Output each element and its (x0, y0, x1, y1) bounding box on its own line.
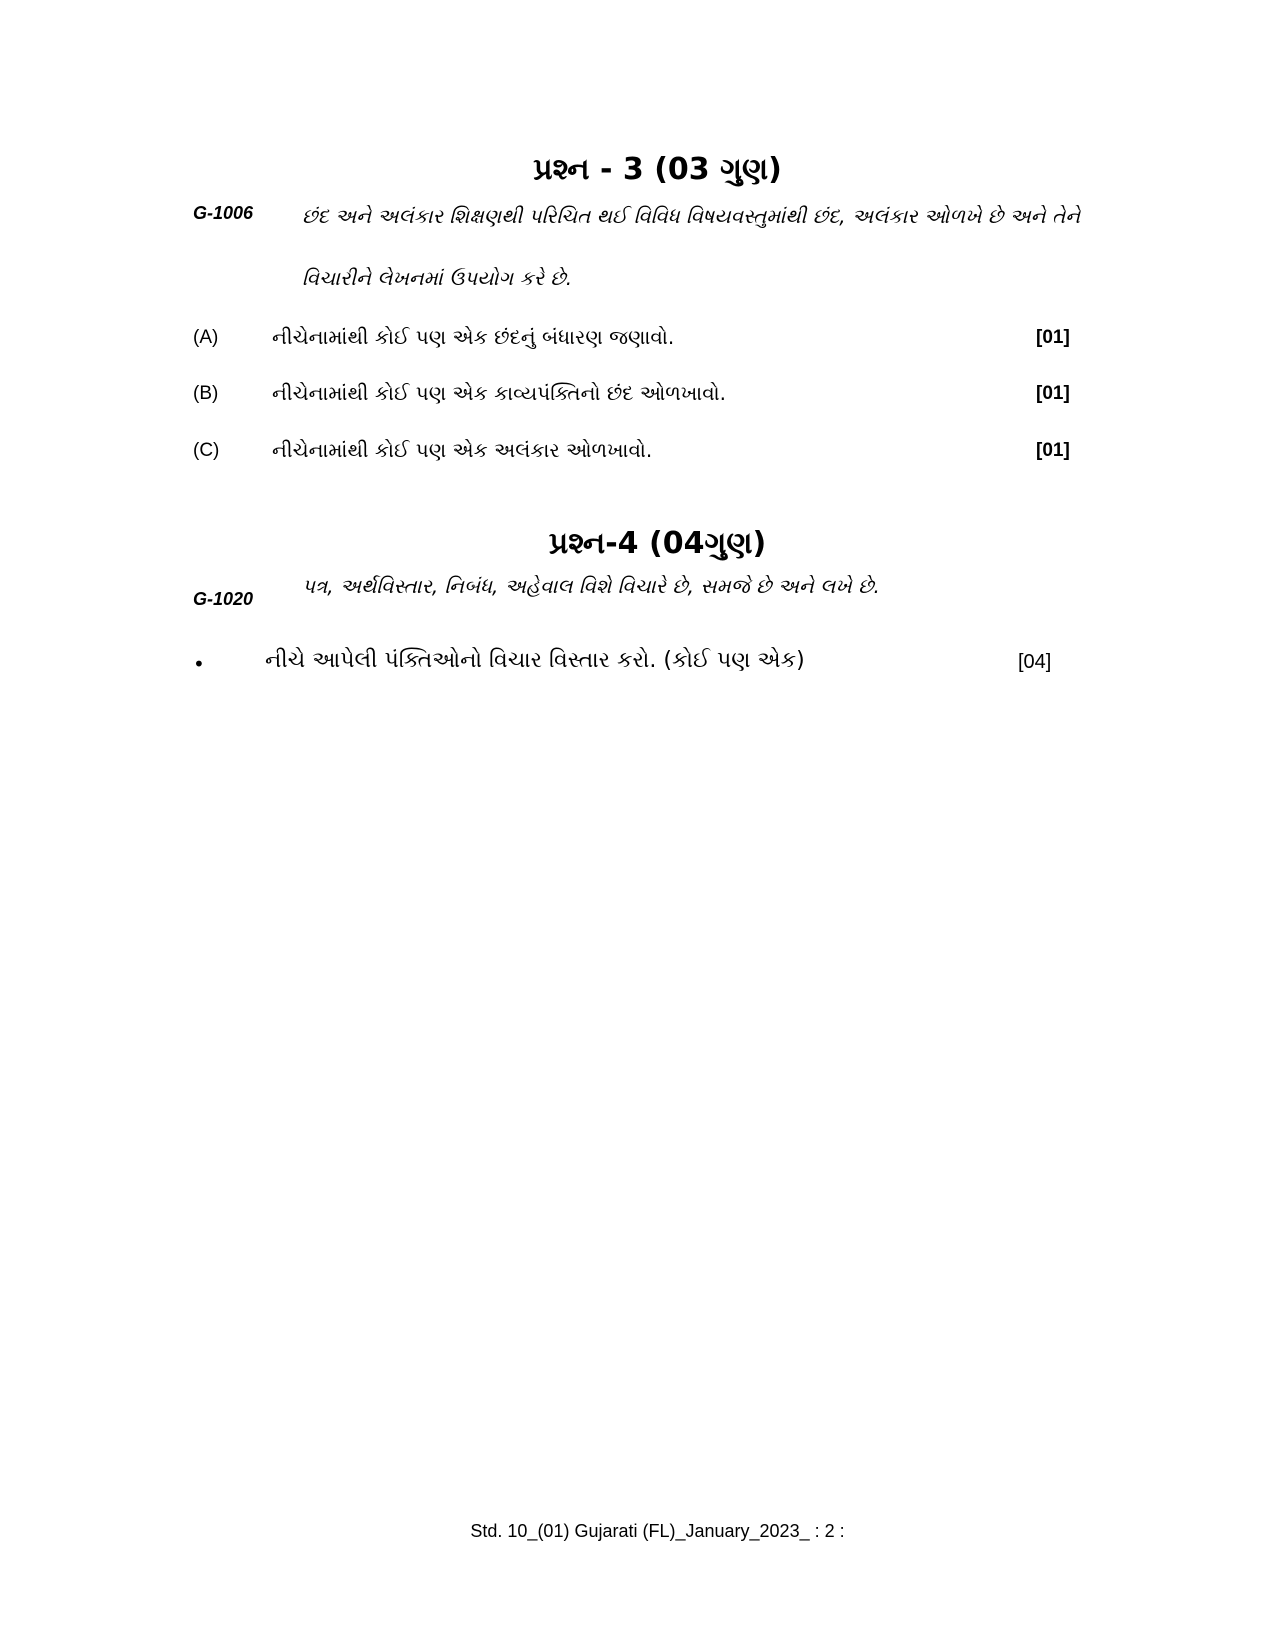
item-marks: [01] (1036, 327, 1070, 348)
page-footer: Std. 10_(01) Gujarati (FL)_January_2023_ : 2 : (470, 1521, 845, 1541)
item-marks: [04] (1018, 651, 1052, 673)
item-text: નીચે આપેલી પંક્તિઓનો વિચાર વિસ્તાર કરો. (કોઈ પણ એક) (265, 648, 805, 673)
bullet-icon: • (193, 652, 205, 676)
learning-outcome-text: પત્ર, અર્થવિસ્તાર, નિબંધ, અહેવાલ વિશે વિચારે છે, સમજે છે અને લખે છે. (302, 574, 880, 598)
learning-outcome-code: G-1006 (193, 203, 254, 223)
item-label: (C) (193, 440, 220, 461)
item-text: નીચેનામાંથી કોઈ પણ એક કાવ્યપંક્તિનો છંદ ઓળખાવો. (272, 381, 727, 405)
question-4-heading: પ્રશ્ન-4 (04ગુણ) (548, 526, 767, 561)
learning-outcome-text: છંદ અને અલંકાર શિક્ષણથી પરિચિત થઈ વિવિધ વિષયવસ્તુમાંથી છંદ, અલંકાર ઓળખે છે અને તેને વિચારીને લેખનમાં ઉપયોગ કરે છે. (302, 204, 1081, 290)
item-text: નીચેનામાંથી કોઈ પણ એક છંદનું બંધારણ જણાવો. (272, 325, 675, 349)
item-marks: [01] (1036, 440, 1070, 461)
learning-outcome-code: G-1020 (193, 589, 254, 609)
question-3-heading: પ્રશ્ન - 3 (03 ગુણ) (533, 152, 782, 187)
item-label: (B) (193, 383, 219, 404)
item-marks: [01] (1036, 383, 1070, 404)
item-label: (A) (193, 327, 219, 348)
item-text: નીચેનામાંથી કોઈ પણ એક અલંકાર ઓળખાવો. (272, 438, 653, 462)
